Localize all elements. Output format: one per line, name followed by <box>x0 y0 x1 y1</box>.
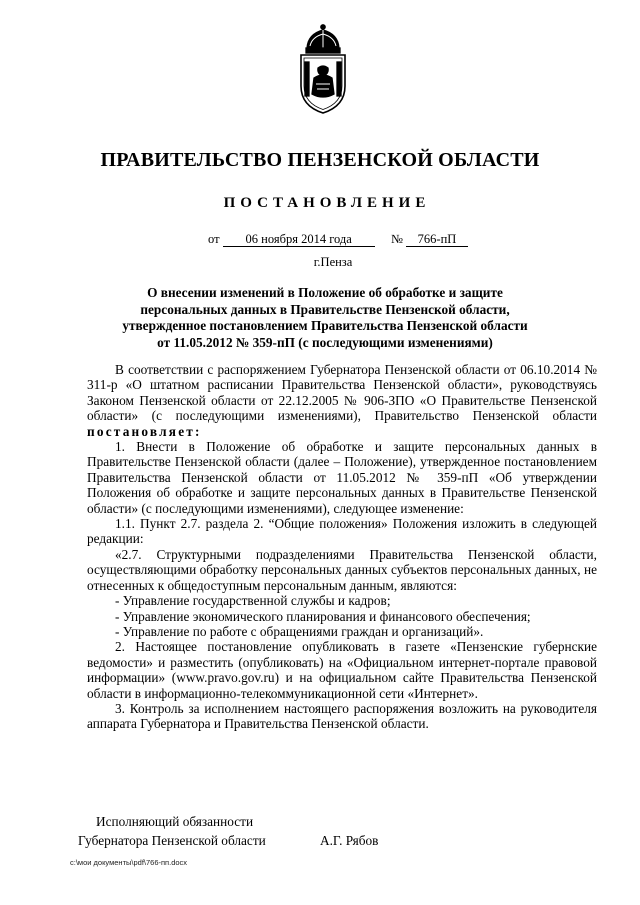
list-item: - Управление государственной службы и кадров; <box>115 593 391 609</box>
city: г.Пенза <box>313 255 353 269</box>
paragraph-2: 2. Настоящее постановление опубликовать в газете «Пензенские губернские ведомости» и разместить (опубликовать) на «Официальном интернет-портале правовой информации» (www.pravo.gov.ru) и на официальном сайте Правительства Пензенской области в информационно-телекоммуникационной сети «Интернет». <box>87 639 597 701</box>
document-type: ПОСТАНОВЛЕНИЕ <box>223 195 431 211</box>
signer-name: А.Г. Рябов <box>320 833 379 848</box>
resolves-word: постановляет: <box>87 423 202 439</box>
number-label: № <box>390 232 403 246</box>
signature-block <box>78 812 378 850</box>
document-title <box>100 285 550 351</box>
document-number: 766-пП <box>406 232 468 247</box>
coat-of-arms-icon <box>296 24 350 116</box>
government-name: ПРАВИТЕЛЬСТВО ПЕНЗЕНСКОЙ ОБЛАСТИ <box>100 149 540 171</box>
signer-position-line1: Исполняющий обязанности <box>96 814 254 829</box>
file-path-footer: c:\мои документы\pdf\766-пп.docx <box>70 858 188 867</box>
list-item: - Управление экономического планирования и финансового обеспечения; <box>115 608 531 624</box>
list-item: - Управление по работе с обращениями граждан и организаций». <box>115 623 484 639</box>
paragraph-1-1: 1.1. Пункт 2.7. раздела 2. “Общие положения» Положения изложить в следующей редакции: <box>87 516 597 547</box>
date-number-line <box>208 232 468 247</box>
intro-paragraph <box>87 362 597 439</box>
document-body <box>87 362 597 732</box>
title-line: от 11.05.2012 № 359-пП (с последующими изменениями) <box>157 334 493 350</box>
from-label: от <box>208 232 220 246</box>
document-date: 06 ноября 2014 года <box>223 232 375 247</box>
title-line: персональных данных в Правительстве Пензенской области, <box>140 301 510 317</box>
paragraph-3: 3. Контроль за исполнением настоящего распоряжения возложить на руководителя аппарата Губернатора и Правительства Пензенской области. <box>87 700 597 732</box>
paragraph-2-7: «2.7. Структурными подразделениями Правительства Пензенской области, осуществляющими обработку персональных данных субъектов персональных данных, не отнесенных к общедоступным персональным данным, являются: <box>87 546 597 593</box>
title-line: утвержденное постановлением Правительства Пензенской области <box>122 318 528 333</box>
title-line: О внесении изменений в Положение об обработке и защите <box>147 285 503 300</box>
paragraph-1: 1. Внести в Положение об обработке и защите персональных данных в Правительстве Пензенской области (далее – Положение), утвержденное постановлением Правительства Пензенской области от 11.05.2012 № 359-пП «Об утверждении Положения об обработке и защите персональных данных в Правительстве Пензенской области» (с последующими изменениями), следующее изменение: <box>87 439 597 516</box>
intro-text: В соответствии с распоряжением Губернатора Пензенской области от 06.10.2014 № 311-р «О штатном расписании Правительства Пензенской области», руководствуясь Законом Пензенской области от 22.12.2005 № 906-ЗПО «О Правительстве Пензенской области» (с последующими изменениями), Правительство Пензенской области <box>87 362 597 424</box>
signer-position-line2: Губернатора Пензенской области <box>78 833 266 848</box>
